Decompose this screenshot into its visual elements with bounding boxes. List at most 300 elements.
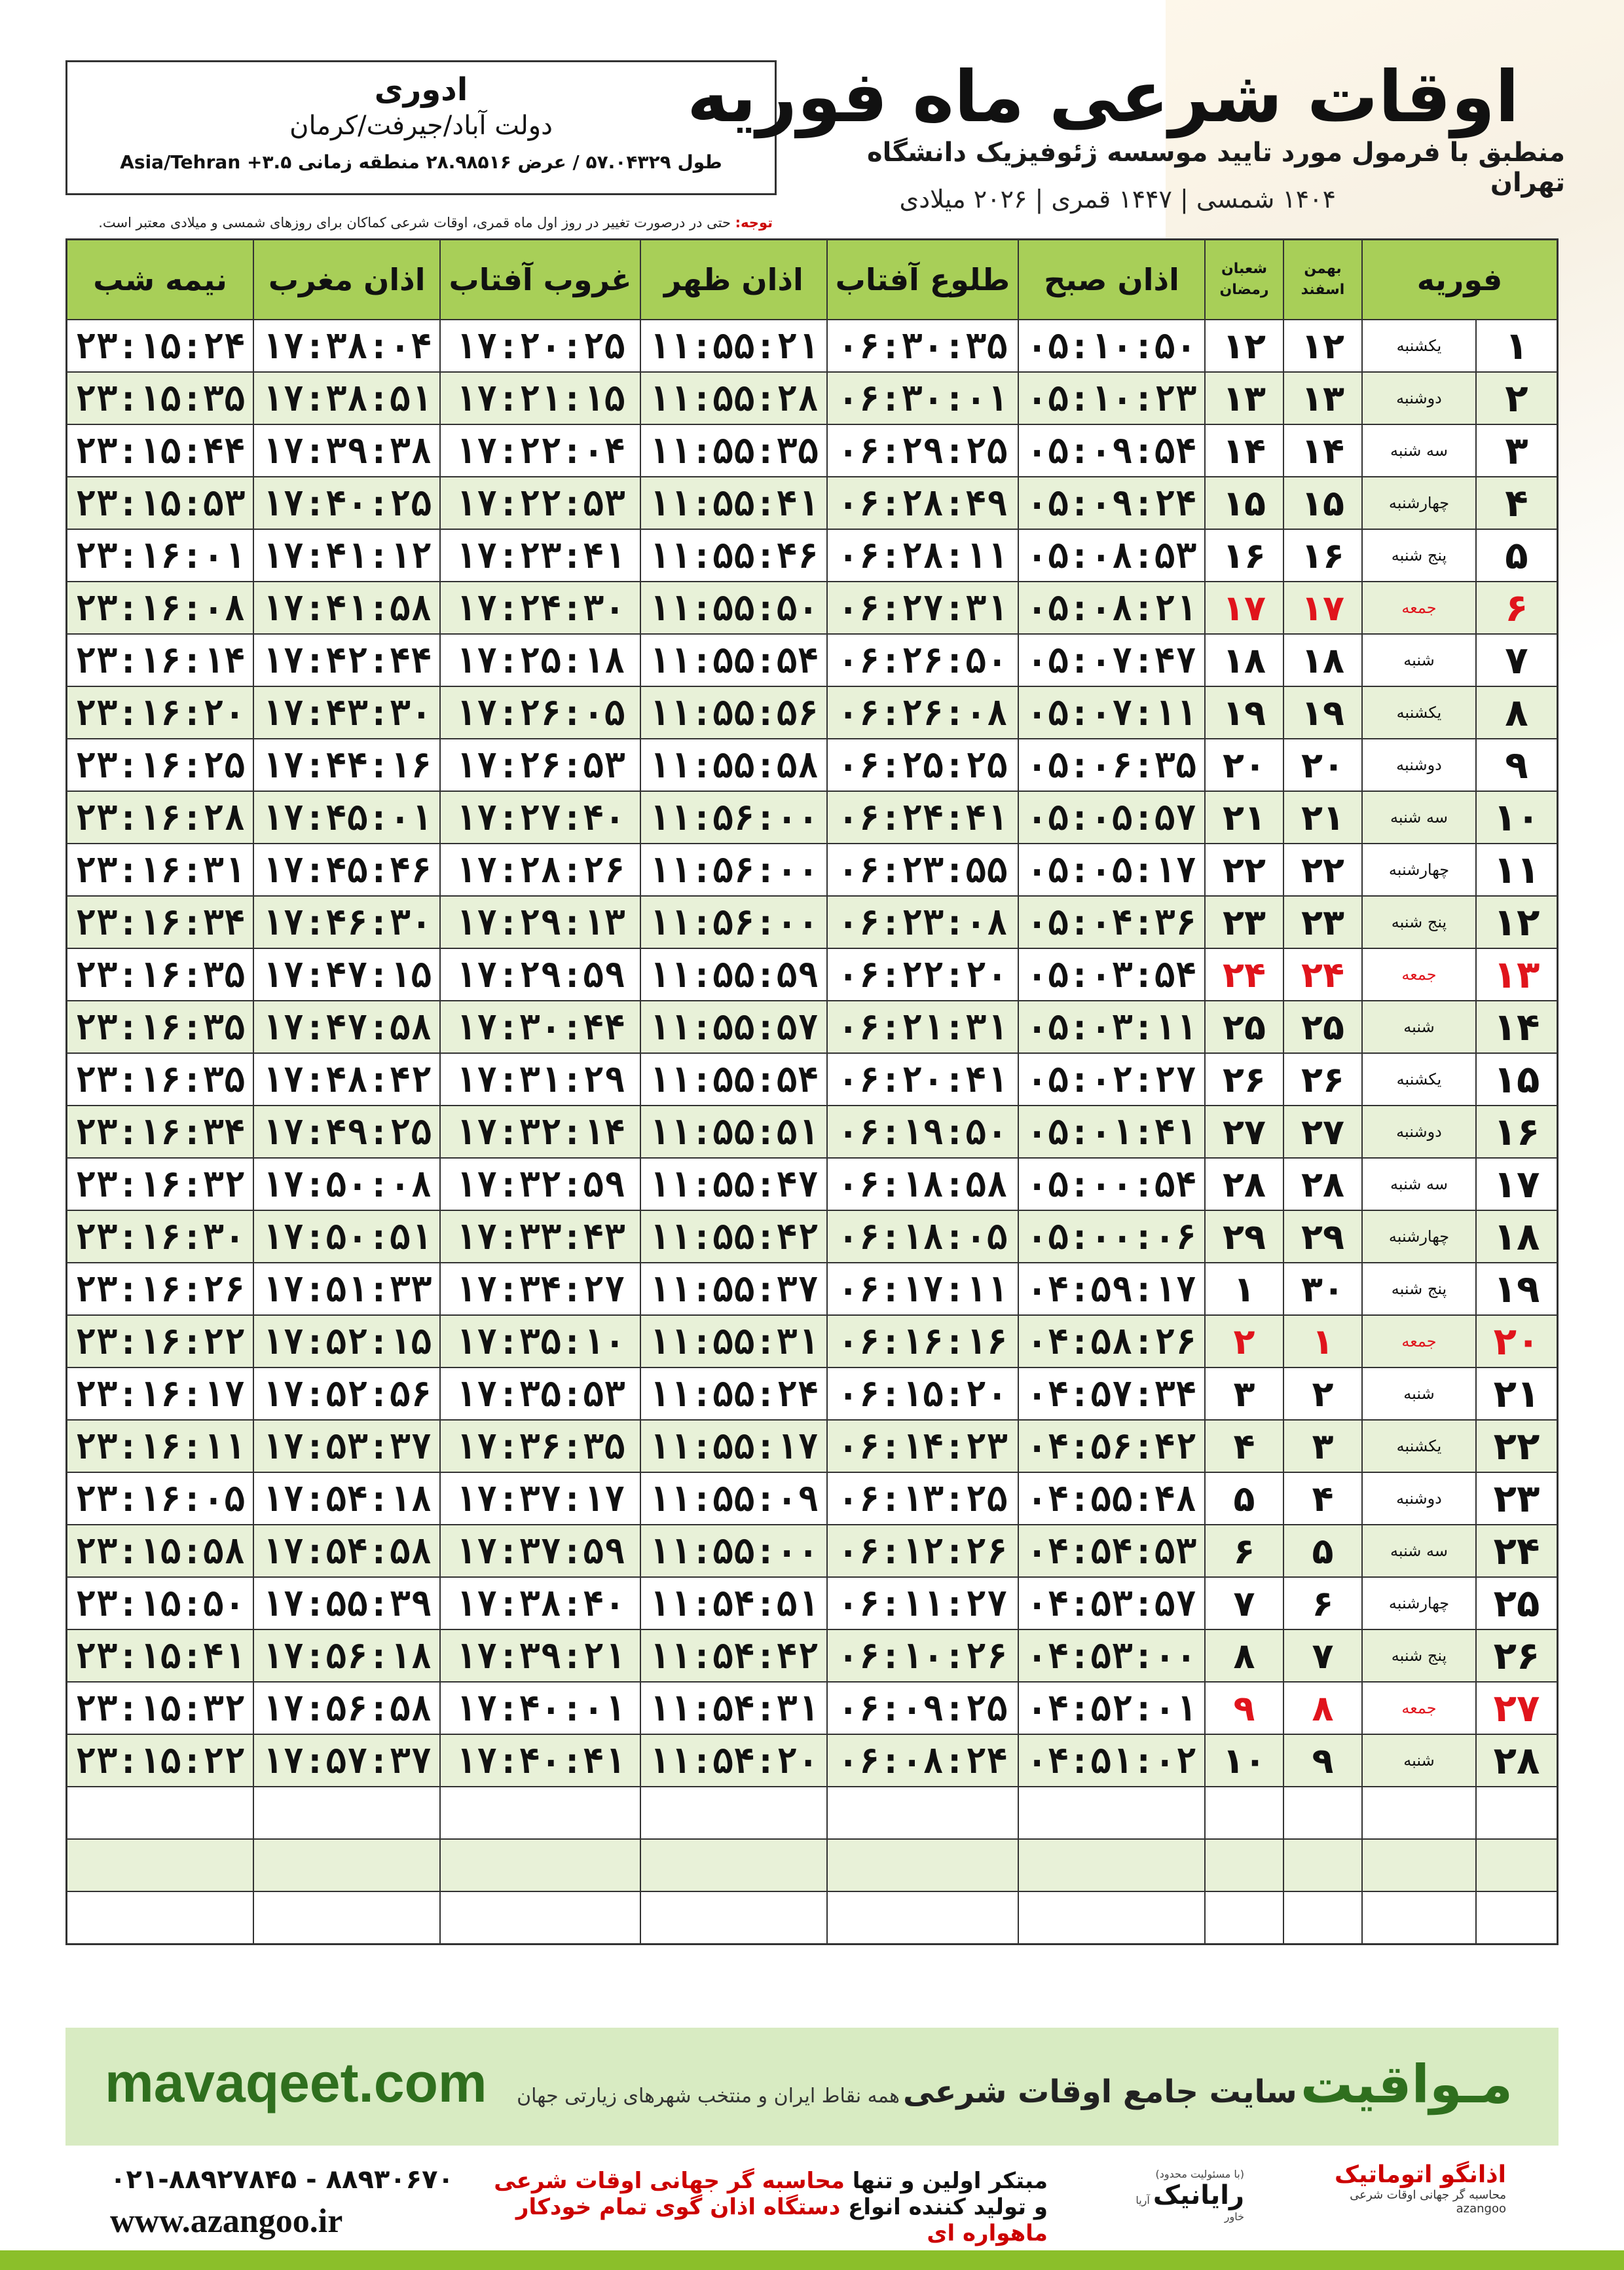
sunrise-time: ۰۶:۲۶:۵۰ — [827, 634, 1018, 686]
midnight-time: ۲۳:۱۶:۳۲ — [67, 1158, 254, 1210]
empty-cell — [1362, 1787, 1476, 1839]
day-number: ۳ — [1476, 424, 1558, 477]
weekday: جمعه — [1362, 948, 1476, 1001]
fajr-time: ۰۵:۰۳:۵۴ — [1018, 948, 1205, 1001]
midnight-time: ۲۳:۱۵:۵۳ — [67, 477, 254, 529]
table-row — [67, 1577, 1558, 1629]
table-row — [67, 1734, 1558, 1787]
sunset-time: ۱۷:۴۰:۰۱ — [440, 1682, 640, 1734]
header-midnight: نیمه شب — [67, 240, 254, 320]
fajr-time: ۰۵:۰۸:۲۱ — [1018, 582, 1205, 634]
day-number: ۱۵ — [1476, 1053, 1558, 1106]
table-row — [67, 477, 1558, 529]
midnight-time: ۲۳:۱۵:۴۱ — [67, 1629, 254, 1682]
day-number: ۱۹ — [1476, 1263, 1558, 1315]
table-row — [67, 582, 1558, 634]
midnight-time: ۲۳:۱۶:۳۵ — [67, 1053, 254, 1106]
dhuhr-time: ۱۱:۵۵:۵۶ — [640, 686, 827, 739]
tag-line2-b: دستگاه اذان گوی تمام خودکار ماهواره ای — [515, 2194, 1048, 2246]
azangoo-sub: محاسبه گر جهانی اوقات شرعی — [1350, 2188, 1506, 2202]
dhuhr-time: ۱۱:۵۵:۳۱ — [640, 1315, 827, 1368]
footer-url[interactable]: mavaqeet.com — [105, 2052, 487, 2113]
day-number: ۱۳ — [1476, 948, 1558, 1001]
lunar-day: ۱۵ — [1205, 477, 1283, 529]
lunar-day: ۱۹ — [1205, 686, 1283, 739]
sunset-time: ۱۷:۳۷:۱۷ — [440, 1472, 640, 1525]
lunar-day: ۴ — [1205, 1420, 1283, 1472]
dhuhr-time: ۱۱:۵۶:۰۰ — [640, 791, 827, 844]
solar-day: ۷ — [1283, 1629, 1362, 1682]
weekday: دوشنبه — [1362, 1472, 1476, 1525]
fajr-time: ۰۵:۰۷:۱۱ — [1018, 686, 1205, 739]
fajr-time: ۰۵:۰۵:۱۷ — [1018, 844, 1205, 896]
weekday: دوشنبه — [1362, 739, 1476, 791]
dhuhr-time: ۱۱:۵۵:۵۸ — [640, 739, 827, 791]
dhuhr-time: ۱۱:۵۶:۰۰ — [640, 844, 827, 896]
sunrise-time: ۰۶:۱۶:۱۶ — [827, 1315, 1018, 1368]
midnight-time: ۲۳:۱۶:۳۴ — [67, 896, 254, 948]
midnight-time: ۲۳:۱۶:۱۷ — [67, 1368, 254, 1420]
dhuhr-time: ۱۱:۵۵:۲۴ — [640, 1368, 827, 1420]
lunar-day: ۸ — [1205, 1629, 1283, 1682]
day-number: ۲۷ — [1476, 1682, 1558, 1734]
sunset-time: ۱۷:۳۱:۲۹ — [440, 1053, 640, 1106]
sunset-time: ۱۷:۲۵:۱۸ — [440, 634, 640, 686]
empty-cell — [640, 1891, 827, 1944]
solar-day: ۴ — [1283, 1472, 1362, 1525]
fajr-time: ۰۴:۵۶:۴۲ — [1018, 1420, 1205, 1472]
weekday: چهارشنبه — [1362, 477, 1476, 529]
header-bahman: بهمن — [1304, 261, 1342, 277]
solar-day: ۱ — [1283, 1315, 1362, 1368]
fajr-time: ۰۴:۵۷:۳۴ — [1018, 1368, 1205, 1420]
sunrise-time: ۰۶:۲۵:۲۵ — [827, 739, 1018, 791]
day-number: ۸ — [1476, 686, 1558, 739]
weekday: سه شنبه — [1362, 791, 1476, 844]
lunar-day: ۱۰ — [1205, 1734, 1283, 1787]
sunrise-time: ۰۶:۰۹:۲۵ — [827, 1682, 1018, 1734]
solar-day: ۱۸ — [1283, 634, 1362, 686]
maghrib-time: ۱۷:۴۴:۱۶ — [253, 739, 440, 791]
maghrib-time: ۱۷:۵۴:۵۸ — [253, 1525, 440, 1577]
table-row — [67, 320, 1558, 372]
weekday: سه شنبه — [1362, 1158, 1476, 1210]
table-row — [67, 791, 1558, 844]
header-ramadan: رمضان — [1219, 282, 1269, 298]
day-number: ۷ — [1476, 634, 1558, 686]
bottom-bar — [0, 2250, 1624, 2270]
sunrise-time: ۰۶:۰۸:۲۴ — [827, 1734, 1018, 1787]
sunrise-time: ۰۶:۱۸:۰۵ — [827, 1210, 1018, 1263]
sunset-time: ۱۷:۲۱:۱۵ — [440, 372, 640, 424]
solar-day: ۲۴ — [1283, 948, 1362, 1001]
solar-day: ۱۶ — [1283, 529, 1362, 582]
day-number: ۵ — [1476, 529, 1558, 582]
maghrib-time: ۱۷:۵۶:۵۸ — [253, 1682, 440, 1734]
page-subtitle: منطبق با فرمول مورد تایید موسسه ژئوفیزیک دانشگاه تهران — [867, 138, 1565, 198]
header-fajr: اذان صبح — [1018, 240, 1205, 320]
table-row — [67, 844, 1558, 896]
midnight-time: ۲۳:۱۶:۰۵ — [67, 1472, 254, 1525]
sunrise-time: ۰۶:۱۱:۲۷ — [827, 1577, 1018, 1629]
lunar-day: ۳ — [1205, 1368, 1283, 1420]
prayer-times-table — [65, 238, 1559, 1945]
lunar-day: ۲۰ — [1205, 739, 1283, 791]
midnight-time: ۲۳:۱۵:۲۴ — [67, 320, 254, 372]
sunset-time: ۱۷:۲۶:۵۳ — [440, 739, 640, 791]
sunrise-time: ۰۶:۲۲:۲۰ — [827, 948, 1018, 1001]
midnight-time: ۲۳:۱۶:۳۱ — [67, 844, 254, 896]
lunar-day: ۱۶ — [1205, 529, 1283, 582]
sunrise-time: ۰۶:۲۹:۲۵ — [827, 424, 1018, 477]
weekday: دوشنبه — [1362, 1106, 1476, 1158]
weekday: یکشنبه — [1362, 320, 1476, 372]
dhuhr-time: ۱۱:۵۵:۰۰ — [640, 1525, 827, 1577]
table-row — [67, 1315, 1558, 1368]
sunset-time: ۱۷:۲۹:۵۹ — [440, 948, 640, 1001]
dhuhr-time: ۱۱:۵۵:۳۷ — [640, 1263, 827, 1315]
weekday: جمعه — [1362, 582, 1476, 634]
empty-cell — [640, 1839, 827, 1891]
rayanik-logo — [1113, 2168, 1244, 2233]
weekday: شنبه — [1362, 634, 1476, 686]
dhuhr-time: ۱۱:۵۵:۲۸ — [640, 372, 827, 424]
table-row — [67, 529, 1558, 582]
dhuhr-time: ۱۱:۵۴:۳۱ — [640, 1682, 827, 1734]
sunrise-time: ۰۶:۲۶:۰۸ — [827, 686, 1018, 739]
fajr-time: ۰۴:۵۵:۴۸ — [1018, 1472, 1205, 1525]
location-coordinates: طول ۵۷.۰۴۳۲۹ / عرض ۲۸.۹۸۵۱۶ منطقه زمانی ۳.۵+ Asia/Tehran — [120, 151, 722, 173]
note-label: توجه: — [735, 215, 773, 231]
page-title: اوقات شرعی ماه فوریه — [686, 56, 1519, 138]
empty-cell — [1018, 1891, 1205, 1944]
sunset-time: ۱۷:۲۸:۲۶ — [440, 844, 640, 896]
empty-cell — [1283, 1839, 1362, 1891]
lunar-day: ۱۲ — [1205, 320, 1283, 372]
azangoo-en: azangoo — [1456, 2202, 1506, 2216]
location-name: ادوری — [374, 71, 468, 108]
footer-brand — [517, 2054, 1513, 2115]
weekday: دوشنبه — [1362, 372, 1476, 424]
day-number: ۱۷ — [1476, 1158, 1558, 1210]
lunar-day: ۱۷ — [1205, 582, 1283, 634]
empty-row — [67, 1839, 1558, 1891]
tag-line1-b: محاسبه گر جهانی اوقات شرعی — [494, 2168, 845, 2194]
brand-desc: سایت جامع اوقات شرعی — [903, 2074, 1297, 2110]
sunset-time: ۱۷:۳۷:۵۹ — [440, 1525, 640, 1577]
lunar-day: ۲۷ — [1205, 1106, 1283, 1158]
weekday: سه شنبه — [1362, 424, 1476, 477]
sunset-time: ۱۷:۳۳:۴۳ — [440, 1210, 640, 1263]
day-number: ۹ — [1476, 739, 1558, 791]
lunar-day: ۱۸ — [1205, 634, 1283, 686]
empty-cell — [1362, 1891, 1476, 1944]
fajr-time: ۰۵:۰۹:۵۴ — [1018, 424, 1205, 477]
sunrise-time: ۰۶:۲۸:۴۹ — [827, 477, 1018, 529]
solar-day: ۲۶ — [1283, 1053, 1362, 1106]
maghrib-time: ۱۷:۴۷:۱۵ — [253, 948, 440, 1001]
header-dhuhr: اذان ظهر — [640, 240, 827, 320]
sunrise-time: ۰۶:۲۴:۴۱ — [827, 791, 1018, 844]
sunrise-time: ۰۶:۳۰:۳۵ — [827, 320, 1018, 372]
maghrib-time: ۱۷:۵۷:۳۷ — [253, 1734, 440, 1787]
fajr-time: ۰۵:۰۰:۰۶ — [1018, 1210, 1205, 1263]
year-info: ۱۴۰۴ شمسی | ۱۴۴۷ قمری | ۲۰۲۶ میلادی — [899, 185, 1336, 214]
maghrib-time: ۱۷:۵۵:۳۹ — [253, 1577, 440, 1629]
empty-cell — [827, 1839, 1018, 1891]
maghrib-time: ۱۷:۴۰:۲۵ — [253, 477, 440, 529]
fajr-time: ۰۵:۰۶:۳۵ — [1018, 739, 1205, 791]
dhuhr-time: ۱۱:۵۵:۴۷ — [640, 1158, 827, 1210]
fajr-time: ۰۴:۵۸:۲۶ — [1018, 1315, 1205, 1368]
fajr-time: ۰۵:۰۳:۱۱ — [1018, 1001, 1205, 1053]
table-row — [67, 424, 1558, 477]
solar-day: ۸ — [1283, 1682, 1362, 1734]
dhuhr-time: ۱۱:۵۴:۵۱ — [640, 1577, 827, 1629]
dhuhr-time: ۱۱:۵۵:۴۲ — [640, 1210, 827, 1263]
dhuhr-time: ۱۱:۵۴:۲۰ — [640, 1734, 827, 1787]
azangoo-site[interactable]: www.azangoo.ir — [110, 2203, 343, 2240]
sunrise-time: ۰۶:۱۹:۵۰ — [827, 1106, 1018, 1158]
fajr-time: ۰۵:۰۲:۲۷ — [1018, 1053, 1205, 1106]
empty-cell — [1018, 1787, 1205, 1839]
weekday: شنبه — [1362, 1368, 1476, 1420]
header-maghrib: اذان مغرب — [253, 240, 440, 320]
sunset-time: ۱۷:۳۲:۱۴ — [440, 1106, 640, 1158]
weekday: یکشنبه — [1362, 686, 1476, 739]
lunar-day: ۹ — [1205, 1682, 1283, 1734]
page-title-wrap — [686, 56, 1519, 138]
table-row — [67, 1158, 1558, 1210]
table-row — [67, 1210, 1558, 1263]
sunrise-time: ۰۶:۳۰:۰۱ — [827, 372, 1018, 424]
rayanik-small: (با مسئولیت محدود) — [1155, 2168, 1244, 2180]
fajr-time: ۰۴:۵۱:۰۲ — [1018, 1734, 1205, 1787]
day-number: ۱۶ — [1476, 1106, 1558, 1158]
dhuhr-time: ۱۱:۵۵:۰۹ — [640, 1472, 827, 1525]
midnight-time: ۲۳:۱۶:۳۴ — [67, 1106, 254, 1158]
weekday: پنج شنبه — [1362, 896, 1476, 948]
footer-banner — [65, 2028, 1559, 2146]
solar-day: ۱۴ — [1283, 424, 1362, 477]
sunrise-time: ۰۶:۲۸:۱۱ — [827, 529, 1018, 582]
rayanik-sub: آریا خاور — [1135, 2194, 1244, 2223]
fajr-time: ۰۵:۰۱:۴۱ — [1018, 1106, 1205, 1158]
dhuhr-time: ۱۱:۵۴:۴۲ — [640, 1629, 827, 1682]
empty-cell — [1205, 1787, 1283, 1839]
midnight-time: ۲۳:۱۶:۲۰ — [67, 686, 254, 739]
maghrib-time: ۱۷:۵۳:۳۷ — [253, 1420, 440, 1472]
dhuhr-time: ۱۱:۵۵:۵۱ — [640, 1106, 827, 1158]
maghrib-time: ۱۷:۵۴:۱۸ — [253, 1472, 440, 1525]
maghrib-time: ۱۷:۴۱:۱۲ — [253, 529, 440, 582]
weekday: جمعه — [1362, 1682, 1476, 1734]
sunrise-time: ۰۶:۱۷:۱۱ — [827, 1263, 1018, 1315]
header-solar — [1283, 240, 1362, 320]
lunar-day: ۲۶ — [1205, 1053, 1283, 1106]
solar-day: ۲۸ — [1283, 1158, 1362, 1210]
solar-day: ۱۳ — [1283, 372, 1362, 424]
empty-cell — [440, 1839, 640, 1891]
day-number: ۲۱ — [1476, 1368, 1558, 1420]
sunrise-time: ۰۶:۱۲:۲۶ — [827, 1525, 1018, 1577]
midnight-time: ۲۳:۱۵:۵۸ — [67, 1525, 254, 1577]
day-number: ۴ — [1476, 477, 1558, 529]
empty-row — [67, 1787, 1558, 1839]
table-row — [67, 896, 1558, 948]
empty-row — [67, 1891, 1558, 1944]
empty-cell — [1283, 1787, 1362, 1839]
empty-cell — [640, 1787, 827, 1839]
solar-day: ۲۲ — [1283, 844, 1362, 896]
sunset-time: ۱۷:۲۷:۴۰ — [440, 791, 640, 844]
fajr-time: ۰۵:۰۷:۴۷ — [1018, 634, 1205, 686]
weekday: شنبه — [1362, 1734, 1476, 1787]
azangoo-logo — [1297, 2161, 1506, 2240]
solar-day: ۲۳ — [1283, 896, 1362, 948]
sunset-time: ۱۷:۳۵:۱۰ — [440, 1315, 640, 1368]
lunar-day: ۶ — [1205, 1525, 1283, 1577]
solar-day: ۳ — [1283, 1420, 1362, 1472]
lunar-day: ۲۱ — [1205, 791, 1283, 844]
day-number: ۲۸ — [1476, 1734, 1558, 1787]
solar-day: ۹ — [1283, 1734, 1362, 1787]
empty-cell — [827, 1787, 1018, 1839]
solar-day: ۱۲ — [1283, 320, 1362, 372]
table-row — [67, 948, 1558, 1001]
solar-day: ۳۰ — [1283, 1263, 1362, 1315]
solar-day: ۲۱ — [1283, 791, 1362, 844]
lunar-day: ۲ — [1205, 1315, 1283, 1368]
day-number: ۲۵ — [1476, 1577, 1558, 1629]
maghrib-time: ۱۷:۴۵:۴۶ — [253, 844, 440, 896]
sunrise-time: ۰۶:۲۷:۳۱ — [827, 582, 1018, 634]
table-row — [67, 1472, 1558, 1525]
maghrib-time: ۱۷:۴۲:۴۴ — [253, 634, 440, 686]
weekday: پنج شنبه — [1362, 1629, 1476, 1682]
table-row — [67, 1053, 1558, 1106]
contact-phones: ۰۲۱-۸۸۹۲۷۸۴۵ - ۸۸۹۳۰۶۷۰ — [110, 2165, 454, 2195]
solar-day: ۲۷ — [1283, 1106, 1362, 1158]
maghrib-time: ۱۷:۵۰:۰۸ — [253, 1158, 440, 1210]
table-row — [67, 1525, 1558, 1577]
table-row — [67, 1682, 1558, 1734]
maghrib-time: ۱۷:۵۶:۱۸ — [253, 1629, 440, 1682]
sunrise-time: ۰۶:۲۱:۳۱ — [827, 1001, 1018, 1053]
lunar-day: ۷ — [1205, 1577, 1283, 1629]
weekday: پنج شنبه — [1362, 1263, 1476, 1315]
weekday: شنبه — [1362, 1001, 1476, 1053]
day-number: ۲ — [1476, 372, 1558, 424]
day-number: ۲۴ — [1476, 1525, 1558, 1577]
maghrib-time: ۱۷:۴۱:۵۸ — [253, 582, 440, 634]
fajr-time: ۰۵:۱۰:۲۳ — [1018, 372, 1205, 424]
note — [65, 215, 773, 231]
sunset-time: ۱۷:۳۰:۴۴ — [440, 1001, 640, 1053]
header-esfand: اسفند — [1301, 282, 1345, 298]
dhuhr-time: ۱۱:۵۶:۰۰ — [640, 896, 827, 948]
empty-cell — [1018, 1839, 1205, 1891]
header-shaban: شعبان — [1221, 261, 1268, 277]
empty-cell — [440, 1891, 640, 1944]
fajr-time: ۰۵:۰۸:۵۳ — [1018, 529, 1205, 582]
midnight-time: ۲۳:۱۵:۳۵ — [67, 372, 254, 424]
sunrise-time: ۰۶:۲۰:۴۱ — [827, 1053, 1018, 1106]
empty-cell — [253, 1891, 440, 1944]
maghrib-time: ۱۷:۴۵:۰۱ — [253, 791, 440, 844]
weekday: جمعه — [1362, 1315, 1476, 1368]
day-number: ۱۴ — [1476, 1001, 1558, 1053]
table-header-row — [67, 240, 1558, 320]
day-number: ۱۸ — [1476, 1210, 1558, 1263]
dhuhr-time: ۱۱:۵۵:۵۴ — [640, 1053, 827, 1106]
sunrise-time: ۰۶:۱۳:۲۵ — [827, 1472, 1018, 1525]
lunar-day: ۲۸ — [1205, 1158, 1283, 1210]
lunar-day: ۱ — [1205, 1263, 1283, 1315]
fajr-time: ۰۴:۵۲:۰۱ — [1018, 1682, 1205, 1734]
day-number: ۶ — [1476, 582, 1558, 634]
midnight-time: ۲۳:۱۶:۲۲ — [67, 1315, 254, 1368]
sunrise-time: ۰۶:۱۰:۲۶ — [827, 1629, 1018, 1682]
brand-name: مـواقیت — [1300, 2054, 1513, 2115]
fajr-time: ۰۴:۵۹:۱۷ — [1018, 1263, 1205, 1315]
lunar-day: ۲۹ — [1205, 1210, 1283, 1263]
rayanik-name: رایانیک — [1153, 2180, 1244, 2210]
empty-cell — [440, 1787, 640, 1839]
fajr-time: ۰۴:۵۴:۵۳ — [1018, 1525, 1205, 1577]
midnight-time: ۲۳:۱۵:۲۲ — [67, 1734, 254, 1787]
sunset-time: ۱۷:۲۰:۲۵ — [440, 320, 640, 372]
sunset-time: ۱۷:۲۶:۰۵ — [440, 686, 640, 739]
midnight-time: ۲۳:۱۵:۵۰ — [67, 1577, 254, 1629]
day-number: ۲۳ — [1476, 1472, 1558, 1525]
weekday: پنج شنبه — [1362, 529, 1476, 582]
sunrise-time: ۰۶:۱۴:۲۳ — [827, 1420, 1018, 1472]
midnight-time: ۲۳:۱۶:۳۰ — [67, 1210, 254, 1263]
maghrib-time: ۱۷:۴۳:۳۰ — [253, 686, 440, 739]
dhuhr-time: ۱۱:۵۵:۵۷ — [640, 1001, 827, 1053]
dhuhr-time: ۱۱:۵۵:۱۷ — [640, 1420, 827, 1472]
table-row — [67, 634, 1558, 686]
table-row — [67, 1001, 1558, 1053]
weekday: چهارشنبه — [1362, 1210, 1476, 1263]
dhuhr-time: ۱۱:۵۵:۵۰ — [640, 582, 827, 634]
maghrib-time: ۱۷:۳۹:۳۸ — [253, 424, 440, 477]
sunrise-time: ۰۶:۲۳:۰۸ — [827, 896, 1018, 948]
midnight-time: ۲۳:۱۶:۲۶ — [67, 1263, 254, 1315]
day-number: ۱۱ — [1476, 844, 1558, 896]
weekday: چهارشنبه — [1362, 1577, 1476, 1629]
table-row — [67, 1629, 1558, 1682]
sunset-time: ۱۷:۳۸:۴۰ — [440, 1577, 640, 1629]
midnight-time: ۲۳:۱۶:۲۵ — [67, 739, 254, 791]
fajr-time: ۰۴:۵۳:۰۰ — [1018, 1629, 1205, 1682]
dhuhr-time: ۱۱:۵۵:۴۱ — [640, 477, 827, 529]
table-row — [67, 1368, 1558, 1420]
lunar-day: ۲۴ — [1205, 948, 1283, 1001]
midnight-time: ۲۳:۱۶:۳۵ — [67, 1001, 254, 1053]
table-row — [67, 1263, 1558, 1315]
sunset-time: ۱۷:۳۴:۲۷ — [440, 1263, 640, 1315]
midnight-time: ۲۳:۱۵:۴۴ — [67, 424, 254, 477]
sunset-time: ۱۷:۳۹:۲۱ — [440, 1629, 640, 1682]
fajr-time: ۰۵:۰۵:۵۷ — [1018, 791, 1205, 844]
empty-cell — [1205, 1839, 1283, 1891]
table-row — [67, 686, 1558, 739]
tag-line1-a: مبتکر اولین و تنها — [852, 2168, 1048, 2194]
solar-day: ۱۵ — [1283, 477, 1362, 529]
empty-cell — [253, 1839, 440, 1891]
